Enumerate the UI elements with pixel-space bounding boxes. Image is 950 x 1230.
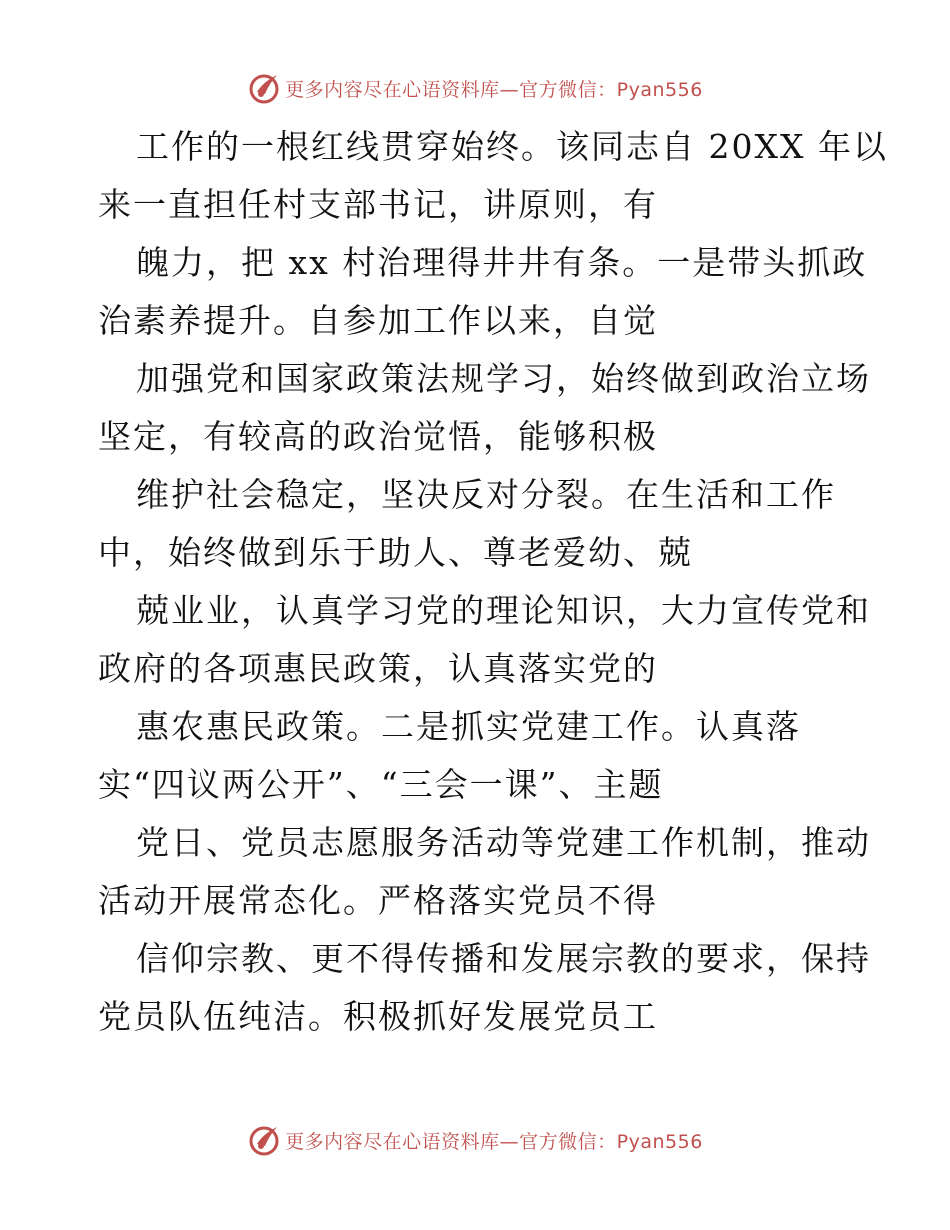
text-line: 维护社会稳定，坚决反对分裂。在生活和工作 (136, 475, 836, 514)
text-line: 兢业业，认真学习党的理论知识，大力宣传党和 (136, 591, 871, 630)
text-line: 信仰宗教、更不得传播和发展宗教的要求，保持 (136, 939, 871, 978)
text-line: 实“四议两公开”、“三会一课”、主题 (98, 765, 664, 804)
watermark-text: 更多内容尽在心语资料库—官方微信：Pyan556 (285, 1130, 703, 1153)
text-line: 中，始终做到乐于助人、尊老爱幼、兢 (98, 533, 693, 572)
footer-watermark-banner (0, 1120, 950, 1160)
text-line: 治素养提升。自参加工作以来，自觉 (98, 301, 658, 340)
text-line: 工作的一根红线贯穿始终。该同志自 20XX 年以 (136, 127, 888, 166)
text-line: 魄力，把 xx 村治理得井井有条。一是带头抓政 (136, 243, 868, 282)
brush-circle-logo-icon (247, 70, 283, 106)
text-line: 政府的各项惠民政策，认真落实党的 (98, 649, 658, 688)
text-line: 党员队伍纯洁。积极抓好发展党员工 (98, 997, 658, 1036)
brush-circle-logo-icon (247, 1122, 283, 1158)
text-line: 惠农惠民政策。二是抓实党建工作。认真落 (136, 707, 801, 746)
text-line: 党日、党员志愿服务活动等党建工作机制，推动 (136, 823, 871, 862)
header-watermark-banner (0, 68, 950, 108)
text-line: 加强党和国家政策法规学习，始终做到政治立场 (136, 359, 871, 398)
watermark-text: 更多内容尽在心语资料库—官方微信：Pyan556 (285, 78, 703, 101)
text-line: 坚定，有较高的政治觉悟，能够积极 (98, 417, 658, 456)
document-body (98, 118, 888, 1046)
text-line: 来一直担任村支部书记，讲原则，有 (98, 185, 658, 224)
text-line: 活动开展常态化。严格落实党员不得 (98, 881, 658, 920)
